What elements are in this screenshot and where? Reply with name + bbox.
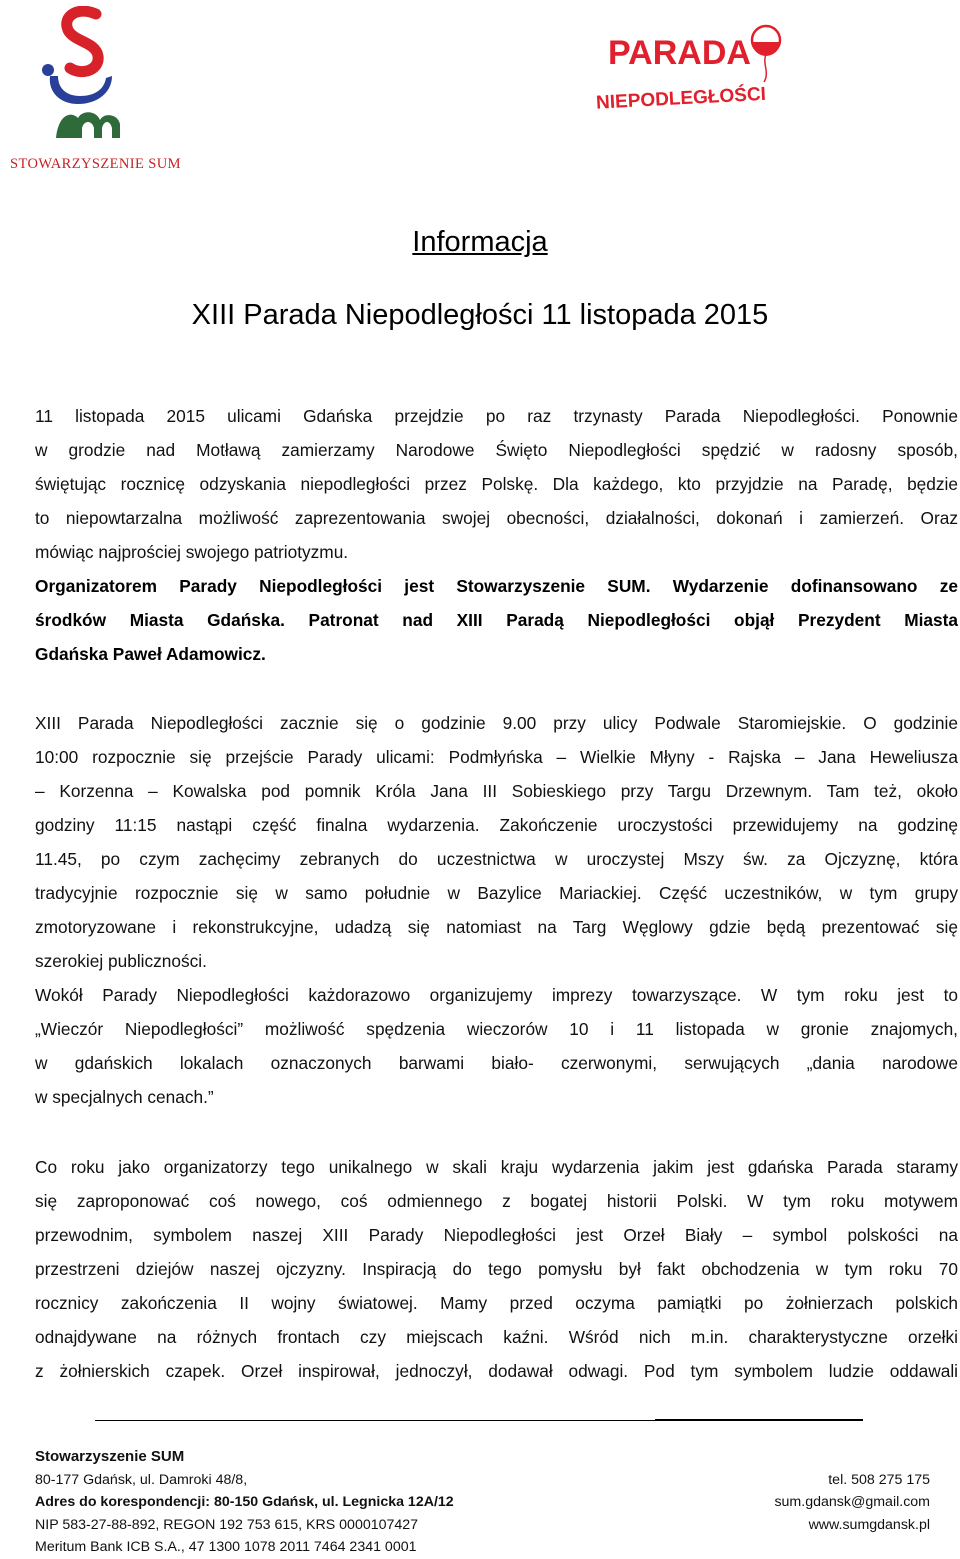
text-line: to niepowtarzalna możliwość zaprezentowania swojej obecności, działalności, dokonań i zamierzeń. Oraz (35, 508, 958, 528)
text-line: – Korzenna – Kowalska pod pomnik Króla Jana III Sobieskiego przy Targu Drzewnym. Tam też, około (35, 781, 958, 801)
text-line: odnajdywane na różnych frontach czy miejscach kaźni. Wśród nich m.in. charakterystyczne orzełki (35, 1327, 958, 1347)
text-line: mówiąc najprościej swojego patriotyzmu. (35, 542, 349, 562)
footer-registration-ids: NIP 583-27-88-892, REGON 192 753 615, KRS 0000107427 (35, 1516, 419, 1533)
document-title: Informacja (412, 226, 548, 258)
footer-bank-account: Meritum Bank ICB S.A., 47 1300 1078 2011 7464 2341 0001 (35, 1539, 417, 1555)
footer-row (35, 1469, 930, 1492)
footer-phone: tel. 508 275 175 (828, 1471, 930, 1488)
text-line: godziny 11:15 nastąpi część finalna wydarzenia. Zakończenie uroczystości przewidujemy na godzinę (35, 815, 958, 835)
text-line: 10:00 rozpocznie się przejście Parady ulicami: Podmłyńska – Wielkie Młyny - Rajska – Jana Heweliusza (35, 747, 958, 767)
text-line: „Wieczór Niepodległości” możliwość spędzenia wieczorów 10 i 11 listopada w gronie znajomych, (35, 1019, 958, 1039)
footer-org-name: Stowarzyszenie SUM (35, 1448, 185, 1465)
text-line: świętując rocznicę odzyskania niepodległości przez Polskę. Dla każdego, kto przyjdzie na Paradę, będzie (35, 474, 958, 494)
footer-row (35, 1514, 930, 1537)
text-line: Co roku jako organizatorzy tego unikalnego w skali kraju wydarzenia jakim jest gdańska Parada staramy (35, 1157, 958, 1177)
footer-row (35, 1491, 930, 1514)
text-line: się zaproponować coś nowego, coś odmiennego z bogatej historii Polski. W tym roku motywem (35, 1191, 958, 1211)
text-line: w specjalnych cenach.” (35, 1087, 214, 1107)
text-line: rocznicy zakończenia II wojny światowej. Mamy przed oczyma pamiątki po żołnierzach polskich (35, 1293, 958, 1313)
text-line: w gdańskich lokalach oznaczonych barwami biało- czerwonymi, serwujących „dania narodowe (35, 1053, 958, 1073)
footer (35, 1446, 930, 1559)
paragraph-motif (35, 1150, 958, 1388)
text-line: w grodzie nad Motławą zamierzamy Narodowe Święto Niepodległości spędzić w radosny sposób, (35, 440, 958, 460)
text-line: Wokół Parady Niepodległości każdorazowo organizujemy imprezy towarzyszące. W tym roku jest to (35, 985, 958, 1005)
parada-logo-mark (590, 18, 790, 128)
footer-address: 80-177 Gdańsk, ul. Damroki 48/8, (35, 1471, 248, 1488)
text-line-bold: środków Miasta Gdańska. Patronat nad XIII Paradą Niepodległości objął Prezydent Miasta (35, 610, 958, 630)
logo-parada-niepodleglosci (590, 18, 790, 128)
paragraph-intro (35, 399, 958, 671)
sum-logo-mark (8, 6, 178, 156)
parada-logo-word-bottom: NIEPODLEGŁOŚCI (595, 83, 767, 114)
footer-correspondence-address: Adres do korespondencji: 80-150 Gdańsk, ul. Legnicka 12A/12 (35, 1494, 454, 1510)
text-line: 11.45, po czym zachęcimy zebranych do uczestnictwa w uroczystej Mszy św. za Ojczyznę, która (35, 849, 958, 869)
text-line: szerokiej publiczności. (35, 951, 207, 971)
text-line-bold: Gdańska Paweł Adamowicz. (35, 644, 266, 664)
logo-stowarzyszenie-sum (8, 6, 181, 176)
logo-org-name: STOWARZYSZENIE SUM (10, 156, 181, 172)
footer-divider-accent (655, 1419, 863, 1421)
footer-website-link[interactable]: www.sumgdansk.pl (808, 1516, 930, 1533)
text-line-bold: Organizatorem Parady Niepodległości jest Stowarzyszenie SUM. Wydarzenie dofinansowano ze (35, 576, 958, 596)
parada-logo-word-top: PARADA (608, 34, 751, 72)
text-line: 11 listopada 2015 ulicami Gdańska przejdzie po raz trzynasty Parada Niepodległości. Ponownie (35, 406, 958, 426)
text-line: tradycyjnie rozpocznie się w samo południe w Bazylice Mariackiej. Część uczestników, w tym grupy (35, 883, 958, 903)
paragraph-schedule (35, 706, 958, 1114)
text-line: przestrzeni dziejów naszej ojczyzny. Inspiracją do tego pomysłu był fakt obchodzenia w tym roku 70 (35, 1259, 958, 1279)
text-line: XIII Parada Niepodległości zacznie się o godzinie 9.00 przy ulicy Podwale Staromiejskie. O godzinie (35, 713, 958, 733)
document-subtitle: XIII Parada Niepodległości 11 listopada 2015 (191, 299, 769, 331)
footer-email-link[interactable]: sum.gdansk@gmail.com (774, 1494, 930, 1510)
text-line: przewodnim, symbolem naszej XIII Parady Niepodległości jest Orzeł Biały – symbol polskości na (35, 1225, 958, 1245)
text-line: z żołnierskich czapek. Orzeł inspirował, jednoczył, dodawał odwagi. Pod tym symbolem ludzie oddawali (35, 1361, 958, 1381)
text-line: zmotoryzowane i rekonstrukcyjne, udadzą się natomiast na Targ Węglowy gdzie będą prezentować się (35, 917, 958, 937)
